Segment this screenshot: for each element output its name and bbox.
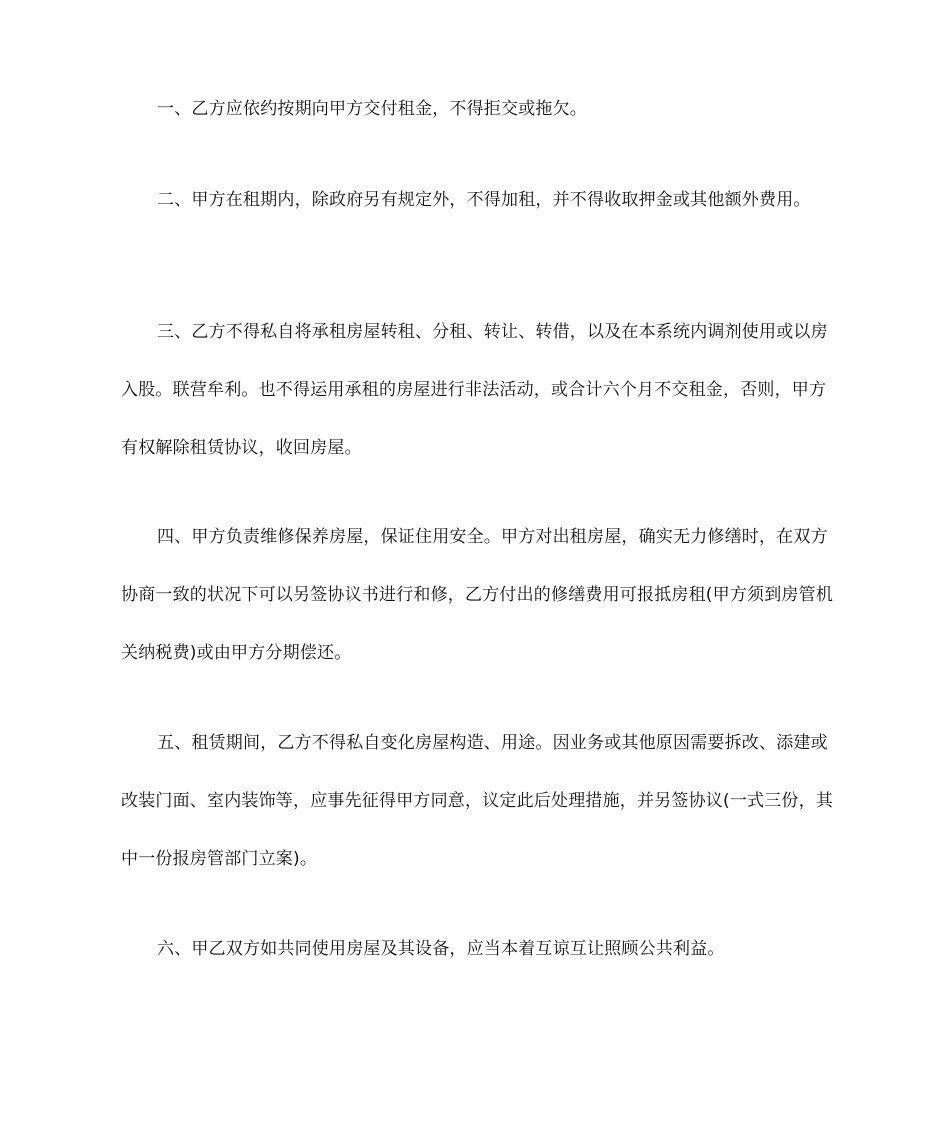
clause-6-paragraph: 六、甲乙双方如共同使用房屋及其设备，应当本着互谅互让照顾公共利益。: [157, 939, 725, 959]
clause-1-paragraph: 一、乙方应依约按期向甲方交付租金，不得拒交或拖欠。: [157, 99, 587, 119]
clause-4-paragraph: 四、甲方负责维修保养房屋，保证住用安全。甲方对出租房屋，确实无力修缮时，在双方协商一致的状况下可以另签协议书进行和修，乙方付出的修缮费用可报抵房租(甲方须到房管机关纳税费)或由甲方分期偿还。: [121, 527, 834, 663]
clause-3-paragraph: 三、乙方不得私自将承租房屋转租、分租、转让、转借，以及在本系统内调剂使用或以房入股。联营牟利。也不得运用承租的房屋进行非法活动，或合计六个月不交租金，否则，甲方有权解除租赁协议，收回房屋。: [121, 322, 828, 458]
clause-5-paragraph: 五、租赁期间，乙方不得私自变化房屋构造、用途。因业务或其他原因需要拆改、添建或改装门面、室内装饰等，应事先征得甲方同意，议定此后处理措施，并另签协议(一式三份，其中一份报房管部门立案)。: [121, 733, 834, 869]
clause-2-paragraph: 二、甲方在租期内，除政府另有规定外，不得加租，并不得收取押金或其他额外费用。: [157, 190, 811, 210]
